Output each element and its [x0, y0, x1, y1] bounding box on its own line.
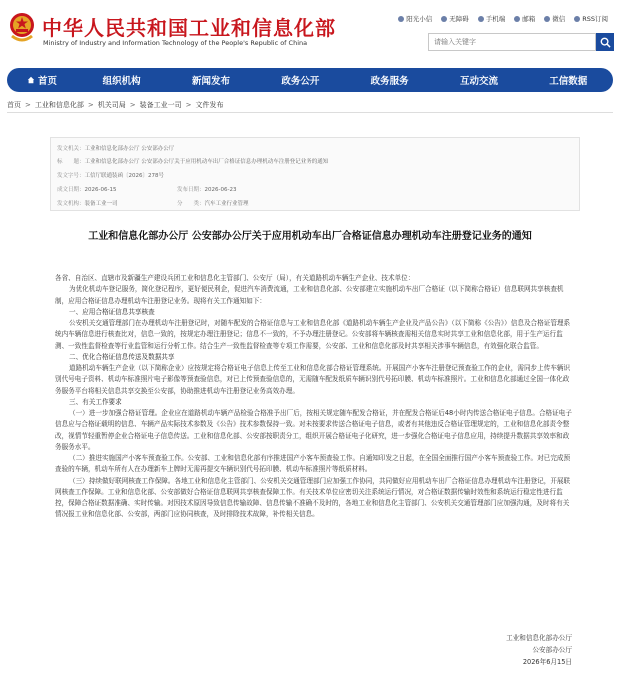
utility-links — [398, 14, 608, 23]
nav-item-interaction[interactable]: 互动交流 — [459, 76, 498, 87]
intro-paragraph: 为优化机动车登记服务，简化登记程序，更好便民利企，促进汽车消费流通，工业和信息化部、公安部建立实施机动车出厂合格证（以下简称合格证）信息联网共享核查机制，应用合格证信息办理机动车注册登记业务。现将有关工作通知如下： — [55, 285, 564, 305]
site-header — [0, 0, 620, 64]
meta-doc-number: 发文字号：工信厅联通装函〔2026〕278号 — [57, 173, 165, 179]
meta-publish-date: 发布日期：2026-06-23 — [177, 187, 237, 193]
meta-issuing-dept: 发文机构：装备工业一司 — [57, 201, 118, 207]
util-link-mobile[interactable]: 手机端 — [478, 14, 506, 23]
paragraph: （二）推进实施国产小客车预查验工作。公安部、工业和信息化部有序推进国产小客车预查验工作。自通知印发之日起，在全国全面推行国产小客车预查验工作。对已完成预查验的车辆，机动车所有人在办理新车上牌时无需再提交车辆识别代号拓印膜、机动车标准照片等纸质材料。 — [55, 454, 571, 474]
nav-item-gov-services[interactable]: 政务服务 — [370, 76, 409, 87]
rss-icon — [574, 16, 580, 22]
breadcrumb-equipment-dept[interactable]: 装备工业一司 — [139, 101, 182, 109]
breadcrumb-home[interactable]: 首页 — [7, 101, 21, 109]
breadcrumb — [7, 100, 224, 110]
search-button[interactable] — [596, 33, 614, 51]
meta-written-date: 成文日期：2026-06-15 — [57, 187, 117, 193]
util-link-wechat[interactable]: 微信 — [544, 14, 565, 23]
nav-item-organization[interactable]: 组织机构 — [102, 76, 141, 87]
util-link-sunshine[interactable]: 阳光小信 — [398, 14, 432, 23]
section-heading: 一、应用合格证信息共享核查 — [69, 307, 155, 316]
nav-item-gov-affairs[interactable]: 政务公开 — [281, 76, 320, 87]
search-input[interactable] — [428, 33, 596, 51]
paragraph: （三）持续做好联网核查工作保障。各地工业和信息化主管部门、公安机关交通管理部门应加强工作协同，共同做好应用机动车出厂合格证信息办理机动车注册登记，开展联网核查工作保障。工业和信息化部、公安部做好合格证信息联网共享核查保障工作。有关技术单位应密切关注系统运行情况，对合格证数据传输时效性和系统运行稳定性进行监控，保障合格证数据准确、实时传输。对因技术原因导致信息传输故障、信息传输不准确不及时的，各地工业和信息化主管部门、公安机关交通管理部门应加强沟通，及时将有关情况报工业和信息化部、公安部，两部门应协同核查，及时排除技术故障，补传相关信息。 — [55, 476, 571, 519]
wechat-icon — [544, 16, 550, 22]
meta-issuing-body: 发文机关：工业和信息化部办公厅 公安部办公厅 — [57, 146, 175, 152]
signature-date: 2026年6月15日 — [522, 658, 572, 666]
signature-miit: 工业和信息化部办公厅 — [506, 634, 572, 642]
document-metadata — [50, 137, 580, 211]
document-title: 工业和信息化部办公厅 公安部办公厅关于应用机动车出厂合格证信息办理机动车注册登记业务的通知 — [88, 231, 532, 242]
paragraph: 道路机动车辆生产企业（以下简称企业）应按规定将合格证电子信息上传至工业和信息化部合格证管理系统。开展国产小客车注册登记预查验工作的企业，需同步上传车辆识别代号电子资料、机动车标准照片电子影像等预查验信息，对已上传预查验信息的，无需随车配发纸质车辆识别代号拓印膜、机动车标准照片。工业和信息化部通过全国一体化政务服务平台将相关信息共享交换至公安部，协助推进机动车注册登记业务高效办理。 — [55, 364, 571, 395]
breadcrumb-separator: > — [87, 101, 94, 109]
signature-block — [442, 632, 572, 668]
main-nav — [7, 68, 613, 92]
util-link-mail[interactable]: 邮箱 — [514, 14, 535, 23]
section-heading: 二、优化合格证信息传送及数据共享 — [69, 352, 175, 361]
paragraph: 公安机关交通管理部门在办理机动车注册登记时，对随车配发的合格证信息与工业和信息化部《道路机动车辆生产企业及产品公告》（以下简称《公告》）信息及合格证管理系统内车辆信息进行核查比对，信息一致的，按规定办理注册登记；信息不一致的，不予办理注册登记。公安部将车辆核查需相关信息实时共享工业和信息化部，用于生产运行监测、一致性监督检查等行业监管和运行分析工作。结合生产一致性监督检查等专项工作需要，公安部、工业和信息化部及时共享相关涉事车辆信息，有效强化联合监管。 — [55, 319, 571, 350]
document-body — [55, 273, 575, 521]
breadcrumb-separator: > — [25, 101, 31, 109]
nav-item-data[interactable]: 工信数据 — [549, 76, 588, 87]
meta-title: 标 题：工业和信息化部办公厅 公安部办公厅关于应用机动车出厂合格证信息办理机动车注册登记业务的通知 — [57, 159, 329, 165]
nav-item-news[interactable]: 新闻发布 — [191, 76, 230, 87]
util-link-accessibility[interactable]: 无障碍 — [441, 14, 469, 23]
signature-mps: 公安部办公厅 — [532, 646, 572, 654]
section-heading: 三、有关工作要求 — [69, 397, 122, 406]
util-link-rss[interactable]: RSS订阅 — [574, 14, 608, 23]
breadcrumb-separator: > — [129, 101, 136, 109]
accessibility-icon — [441, 16, 447, 22]
national-emblem-icon — [8, 10, 36, 46]
breadcrumb-separator: > — [185, 101, 192, 109]
addressee: 各省、自治区、直辖市及新疆生产建设兵团工业和信息化主管部门、公安厅（局），有关道路机动车辆生产企业、技术单位： — [55, 274, 415, 282]
divider — [7, 112, 613, 113]
breadcrumb-departments[interactable]: 机关司局 — [97, 101, 126, 109]
nav-item-home[interactable]: 首页 — [7, 73, 77, 87]
search-icon — [600, 37, 611, 48]
home-icon — [27, 76, 35, 84]
paragraph: （一）进一步加强合格证管理。企业应在道路机动车辆产品检验合格准予出厂后，按相关规定随车配发合格证，并在配发合格证后48小时内传送合格证电子信息。合格证电子信息应与合格证载明的信息、车辆产品实际技术参数及《公告》技术参数保持一致。对未按要求传送合格证电子信息，或者有其他违反合格证管理规定的，工业和信息化部责令整改，视情节轻重暂停企业合格证电子信息传送。工业和信息化部、公安部按职责分工，组织开展合格证电子化研究，进一步强化合格证电子信息应用，持续提升数据共享效率和政务服务水平。 — [55, 409, 572, 451]
meta-category: 分 类：汽车工业行业管理 — [177, 201, 249, 207]
mobile-icon — [478, 16, 484, 22]
mail-icon — [514, 16, 520, 22]
site-subtitle: Ministry of Industry and Information Technology of the People's Republic of China — [43, 39, 308, 47]
breadcrumb-miit[interactable]: 工业和信息化部 — [34, 101, 84, 109]
breadcrumb-documents[interactable]: 文件发布 — [195, 101, 224, 109]
site-title[interactable]: 中华人民共和国工业和信息化部 — [42, 16, 336, 40]
sunshine-icon — [398, 16, 404, 22]
